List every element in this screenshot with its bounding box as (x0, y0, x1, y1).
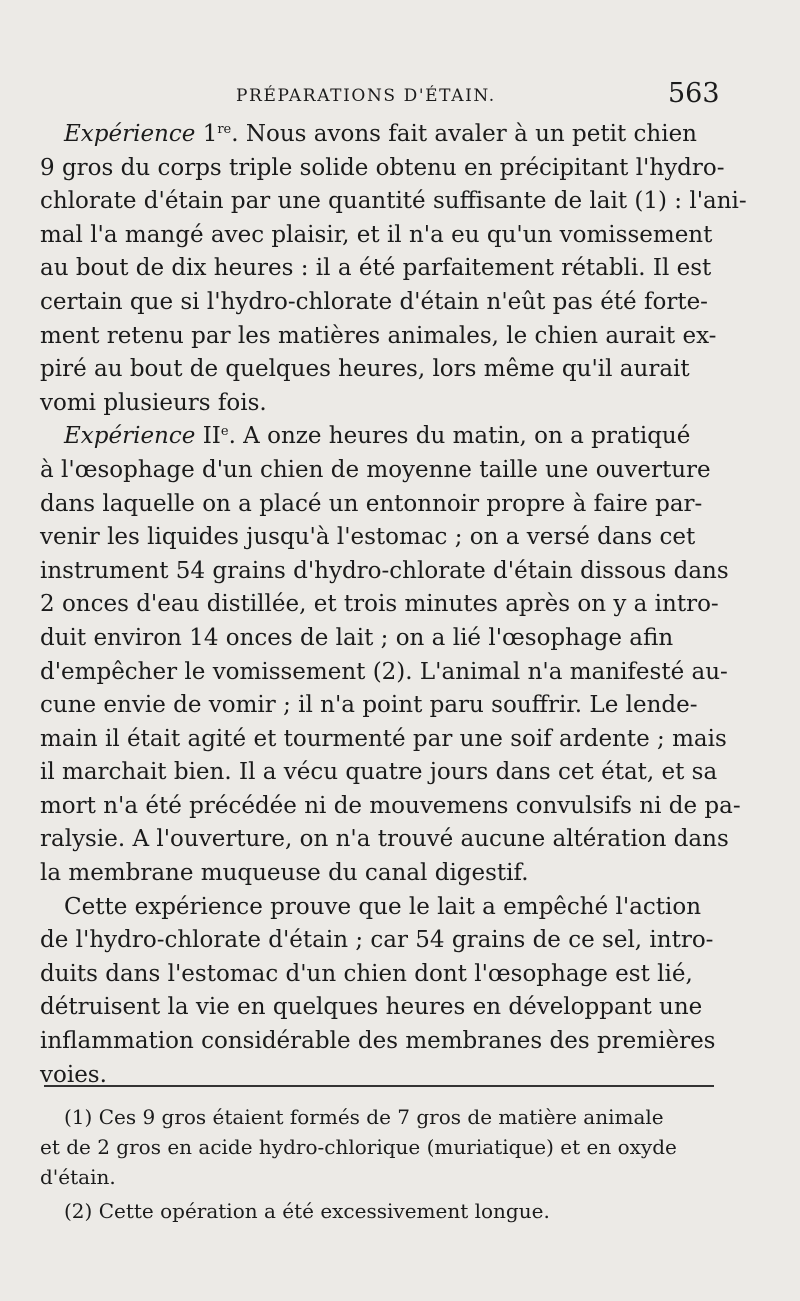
body-text (40, 118, 747, 1092)
footnote-1-line: et de 2 gros en acide hydro-chlorique (muriatique) et en oxyde (40, 1135, 677, 1159)
footnote-divider (44, 1085, 714, 1087)
experiment-1-line: chlorate d'étain par une quantité suffisante de lait (1) : l'ani- (40, 188, 747, 215)
experiment-2-line: cune envie de vomir ; il n'a point paru souffrir. Le lende- (40, 692, 698, 719)
experiment-2-line: dans laquelle on a placé un entonnoir propre à faire par- (40, 490, 703, 517)
experiment-1-line: vomi plusieurs fois. (40, 389, 267, 416)
conclusion-line: voies. (40, 1061, 107, 1088)
experiment-1-number: 1 (202, 121, 218, 147)
experiment-2-line: instrument 54 grains d'hydro-chlorate d'étain dissous dans (40, 557, 729, 584)
experiment-1-label: Expérience (64, 121, 196, 147)
experiment-2-label: Expérience (64, 423, 196, 450)
experiment-2-line: mort n'a été précédée ni de mouvemens convulsifs ni de pa- (40, 792, 741, 819)
footnotes (40, 1102, 730, 1226)
experiment-1-first-line: . Nous avons fait avaler à un petit chien (231, 121, 697, 147)
conclusion-line: Cette expérience prouve que le lait a empêché l'action (64, 893, 702, 920)
conclusion-line: de l'hydro-chlorate d'étain ; car 54 grains de ce sel, intro- (40, 927, 714, 954)
experiment-2-line: main il était agité et tourmenté par une soif ardente ; mais (40, 725, 727, 752)
experiment-2-line: la membrane muqueuse du canal digestif. (40, 860, 529, 887)
experiment-2-line: ralysie. A l'ouverture, on n'a trouvé aucune altération dans (40, 826, 729, 853)
experiment-1-line: 9 gros du corps triple solide obtenu en précipitant l'hydro- (40, 154, 725, 181)
experiment-2-heading-line (40, 420, 730, 454)
experiment-1-heading-line (40, 118, 730, 152)
experiment-2-line: duit environ 14 onces de lait ; on a lié l'œsophage afin (40, 624, 674, 651)
experiment-2-line: à l'œsophage d'un chien de moyenne taille une ouverture (40, 456, 711, 483)
experiment-2-number: II (202, 423, 221, 450)
experiment-1-line: ment retenu par les matières animales, le chien aurait ex- (40, 322, 717, 349)
footnote-1-line: (1) Ces 9 gros étaient formés de 7 gros de matière animale (64, 1105, 664, 1129)
page-header (0, 78, 800, 118)
experiment-2-line: venir les liquides jusqu'à l'estomac ; on a versé dans cet (40, 524, 696, 551)
footnote-2: (2) Cette opération a été excessivement longue. (64, 1199, 550, 1223)
running-head: PRÉPARATIONS D'ÉTAIN. (236, 86, 496, 106)
experiment-1-line: piré au bout de quelques heures, lors même qu'il aurait (40, 356, 690, 383)
experiment-1-line: mal l'a mangé avec plaisir, et il n'a eu qu'un vomissement (40, 221, 713, 248)
experiment-2-number-suffix: e (220, 424, 229, 440)
experiment-1-line: au bout de dix heures : il a été parfaitement rétabli. Il est (40, 255, 712, 282)
experiment-2-line: 2 onces d'eau distillée, et trois minutes après on y a intro- (40, 591, 719, 618)
page-number: 563 (668, 78, 720, 109)
conclusion-line: duits dans l'estomac d'un chien dont l'œsophage est lié, (40, 960, 693, 987)
experiment-2-line: d'empêcher le vomissement (2). L'animal n'a manifesté au- (40, 658, 728, 685)
experiment-2-line: il marchait bien. Il a vécu quatre jours dans cet état, et sa (40, 759, 718, 786)
conclusion-line: inflammation considérable des membranes des premières (40, 1028, 716, 1055)
experiment-1-line: certain que si l'hydro-chlorate d'étain n'eût pas été forte- (40, 288, 708, 315)
experiment-2-first-line: . A onze heures du matin, on a pratiqué (228, 423, 691, 450)
footnote-1-line: d'étain. (40, 1165, 116, 1189)
conclusion-line: détruisent la vie en quelques heures en développant une (40, 994, 703, 1021)
experiment-1-number-suffix: re (217, 122, 232, 137)
